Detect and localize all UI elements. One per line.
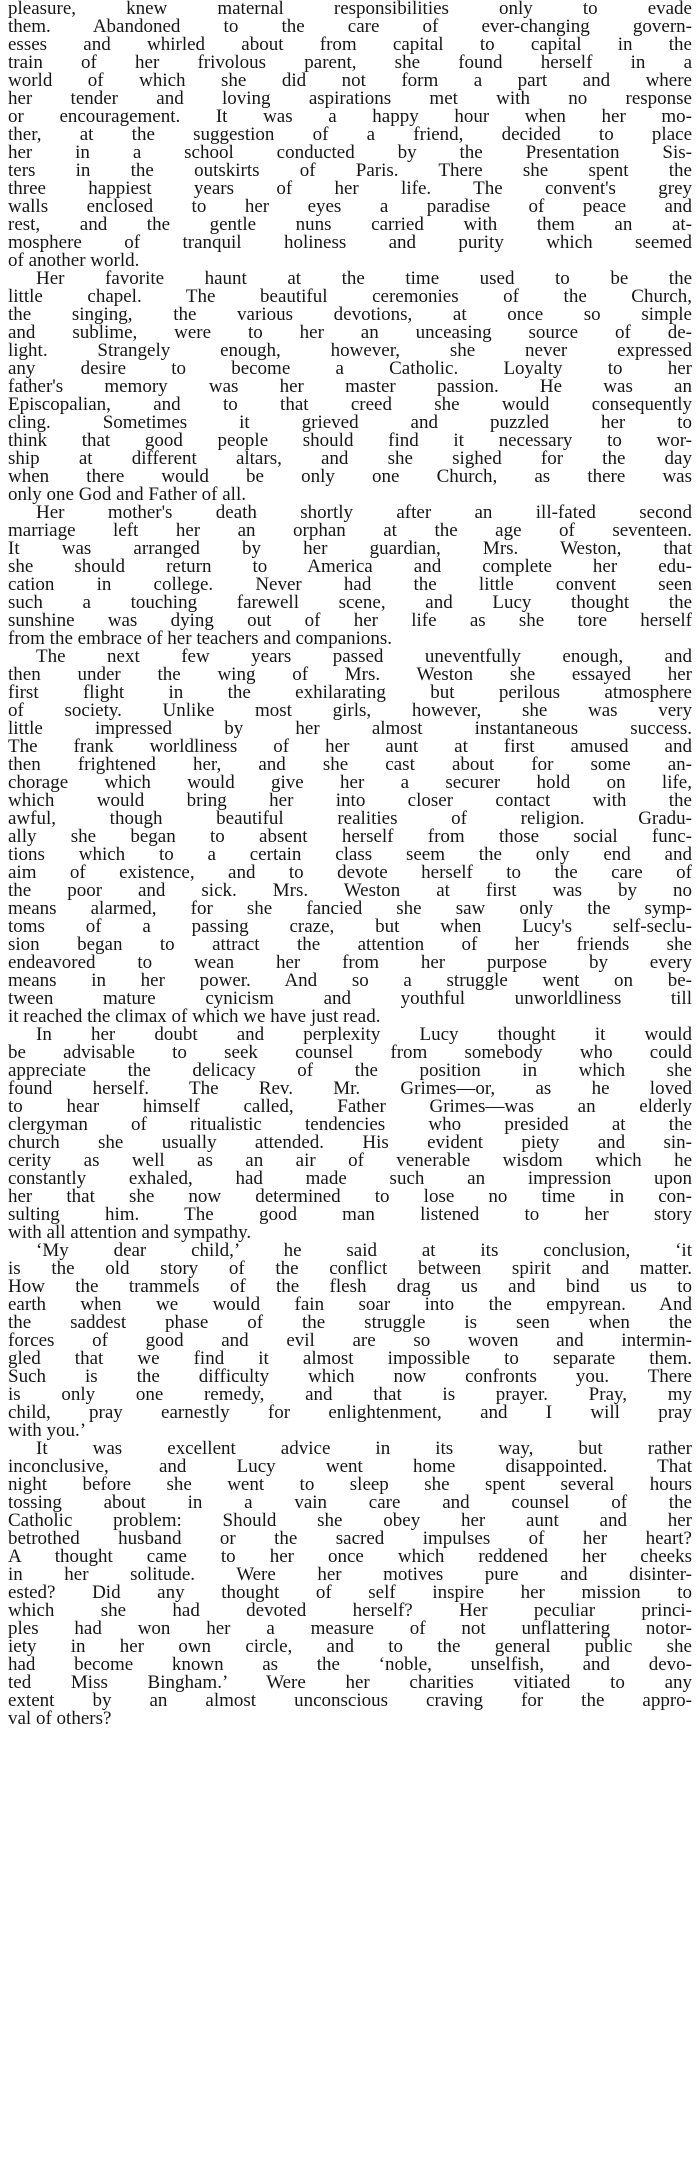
text-line: earth when we would fain soar into the empyrean. And <box>8 1296 692 1314</box>
text-line: Her mother's death shortly after an ill-fated second <box>36 504 692 522</box>
text-line: from the embrace of her teachers and companions. <box>8 630 393 648</box>
text-line: tween mature cynicism and youthful unworldliness till <box>8 990 692 1008</box>
text-line: little impressed by her almost instantaneous success. <box>8 720 692 738</box>
text-line: cling. Sometimes it grieved and puzzled her to <box>8 414 692 432</box>
text-line: with you.’ <box>8 1422 87 1440</box>
text-line: her that she now determined to lose no time in con- <box>8 1188 692 1206</box>
text-line: A thought came to her once which reddened her cheeks <box>8 1548 692 1566</box>
text-line: ted Miss Bingham.’ Were her charities vitiated to any <box>8 1674 692 1692</box>
text-line: endeavored to wean her from her purpose by every <box>8 954 692 972</box>
paragraph <box>8 270 692 504</box>
text-line: which would bring her into closer contact with the <box>8 792 692 810</box>
text-line: only one God and Father of all. <box>8 486 246 504</box>
text-line: then frightened her, and she cast about for some an- <box>8 756 692 774</box>
paragraph <box>8 1026 692 1242</box>
text-line: her in a school conducted by the Presentation Sis- <box>8 144 692 162</box>
text-line: Catholic problem: Should she obey her aunt and her <box>8 1512 692 1530</box>
text-line: awful, though beautiful realities of religion. Gradu- <box>8 810 692 828</box>
text-line: any desire to become a Catholic. Loyalty to her <box>8 360 692 378</box>
text-line: rest, and the gentle nuns carried with them an at- <box>8 216 692 234</box>
paragraph <box>8 1440 692 1728</box>
text-line: of society. Unlike most girls, however, she was very <box>8 702 692 720</box>
text-line: esses and whirled about from capital to capital in the <box>8 36 692 54</box>
text-line: sunshine was dying out of her life as she tore herself <box>8 612 692 630</box>
text-line: In her doubt and perplexity Lucy thought it would <box>36 1026 692 1044</box>
text-line: first flight in the exhilarating but perilous atmosphere <box>8 684 692 702</box>
text-line: she should return to America and complete her edu- <box>8 558 692 576</box>
text-line: It was excellent advice in its way, but rather <box>36 1440 692 1458</box>
text-line: church she usually attended. His evident piety and sin- <box>8 1134 692 1152</box>
text-line: extent by an almost unconscious craving for the appro- <box>8 1692 692 1710</box>
text-line: mosphere of tranquil holiness and purity which seemed <box>8 234 692 252</box>
text-line: clergyman of ritualistic tendencies who presided at the <box>8 1116 692 1134</box>
text-line: or encouragement. It was a happy hour when her mo- <box>8 108 692 126</box>
text-line: light. Strangely enough, however, she never expressed <box>8 342 692 360</box>
text-line: marriage left her an orphan at the age of seventeen. <box>8 522 692 540</box>
text-line: sulting him. The good man listened to her story <box>8 1206 692 1224</box>
text-line: It was arranged by her guardian, Mrs. Weston, that <box>8 540 692 558</box>
text-line: it reached the climax of which we have just read. <box>8 1008 381 1026</box>
text-line: means alarmed, for she fancied she saw only the symp- <box>8 900 692 918</box>
text-line: forces of good and evil are so woven and intermin- <box>8 1332 692 1350</box>
paragraph <box>8 1242 692 1440</box>
text-line: ship at different altars, and she sighed for the day <box>8 450 692 468</box>
text-line: val of others? <box>8 1710 112 1728</box>
text-line: the poor and sick. Mrs. Weston at first was by no <box>8 882 692 900</box>
text-line: chorage which would give her a securer hold on life, <box>8 774 692 792</box>
text-line: world of which she did not form a part and where <box>8 72 692 90</box>
text-line: ters in the outskirts of Paris. There she spent the <box>8 162 692 180</box>
text-line: Episcopalian, and to that creed she would consequently <box>8 396 692 414</box>
text-line: Such is the difficulty which now confronts you. There <box>8 1368 692 1386</box>
text-line: train of her frivolous parent, she found herself in a <box>8 54 692 72</box>
text-line: her tender and loving aspirations met with no response <box>8 90 692 108</box>
text-line: and sublime, were to her an unceasing source of de- <box>8 324 692 342</box>
text-line: cation in college. Never had the little convent seen <box>8 576 692 594</box>
text-line: is the old story of the conflict between spirit and matter. <box>8 1260 692 1278</box>
text-line: tions which to a certain class seem the only end and <box>8 846 692 864</box>
text-line: such a touching farewell scene, and Lucy thought the <box>8 594 692 612</box>
text-line: ‘My dear child,’ he said at its conclusion, ‘it <box>36 1242 692 1260</box>
text-line: night before she went to sleep she spent several hours <box>8 1476 692 1494</box>
text-line: gled that we find it almost impossible to separate them. <box>8 1350 692 1368</box>
text-line: ested? Did any thought of self inspire her mission to <box>8 1584 692 1602</box>
text-line: The frank worldliness of her aunt at first amused and <box>8 738 692 756</box>
text-line: iety in her own circle, and to the general public she <box>8 1638 692 1656</box>
text-line: How the trammels of the flesh drag us and bind us to <box>8 1278 692 1296</box>
text-line: with all attention and sympathy. <box>8 1224 252 1242</box>
text-line: father's memory was her master passion. He was an <box>8 378 692 396</box>
text-line: aim of existence, and to devote herself to the care of <box>8 864 692 882</box>
text-line: little chapel. The beautiful ceremonies of the Church, <box>8 288 692 306</box>
text-line: found herself. The Rev. Mr. Grimes—or, as he loved <box>8 1080 692 1098</box>
text-line: them. Abandoned to the care of ever-changing govern- <box>8 18 692 36</box>
text-line: in her solitude. Were her motives pure and disinter- <box>8 1566 692 1584</box>
text-line: had become known as the ‘noble, unselfish, and devo- <box>8 1656 692 1674</box>
text-line: which she had devoted herself? Her peculiar princi- <box>8 1602 692 1620</box>
text-line: The next few years passed uneventfully enough, and <box>36 648 692 666</box>
text-line: child, pray earnestly for enlightenment, and I will pray <box>8 1404 692 1422</box>
paragraph <box>8 0 692 270</box>
text-line: sion began to attract the attention of her friends she <box>8 936 692 954</box>
text-line: ally she began to absent herself from those social func- <box>8 828 692 846</box>
text-line: appreciate the delicacy of the position in which she <box>8 1062 692 1080</box>
text-line: walls enclosed to her eyes a paradise of peace and <box>8 198 692 216</box>
text-line: ther, at the suggestion of a friend, decided to place <box>8 126 692 144</box>
paragraph <box>8 504 692 648</box>
text-line: the singing, the various devotions, at once so simple <box>8 306 692 324</box>
text-line: Her favorite haunt at the time used to be the <box>36 270 692 288</box>
text-line: betrothed husband or the sacred impulses of her heart? <box>8 1530 692 1548</box>
text-line: be advisable to seek counsel from somebody who could <box>8 1044 692 1062</box>
text-line: inconclusive, and Lucy went home disappointed. That <box>8 1458 692 1476</box>
text-line: when there would be only one Church, as there was <box>8 468 692 486</box>
text-line: three happiest years of her life. The convent's grey <box>8 180 692 198</box>
text-line: then under the wing of Mrs. Weston she essayed her <box>8 666 692 684</box>
text-line: is only one remedy, and that is prayer. Pray, my <box>8 1386 692 1404</box>
paragraph <box>8 648 692 1026</box>
text-line: to hear himself called, Father Grimes—was an elderly <box>8 1098 692 1116</box>
text-line: constantly exhaled, had made such an impression upon <box>8 1170 692 1188</box>
text-line: the saddest phase of the struggle is seen when the <box>8 1314 692 1332</box>
text-line: ples had won her a measure of not unflattering notor- <box>8 1620 692 1638</box>
text-line: think that good people should find it necessary to wor- <box>8 432 692 450</box>
text-line: pleasure, knew maternal responsibilities only to evade <box>8 0 692 18</box>
text-line: toms of a passing craze, but when Lucy's self-seclu- <box>8 918 692 936</box>
text-line: means in her power. And so a struggle went on be- <box>8 972 692 990</box>
text-line: of another world. <box>8 252 140 270</box>
text-line: tossing about in a vain care and counsel of the <box>8 1494 692 1512</box>
text-line: cerity as well as an air of venerable wisdom which he <box>8 1152 692 1170</box>
